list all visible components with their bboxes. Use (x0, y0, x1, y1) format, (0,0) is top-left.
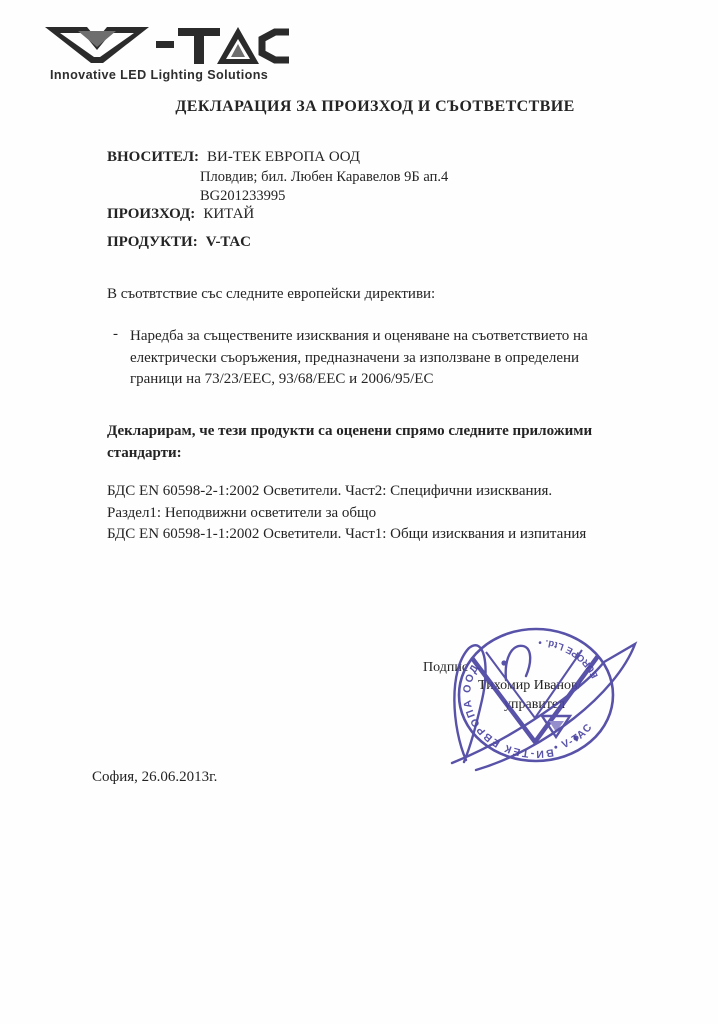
importer-line (107, 149, 360, 166)
standard-item: БДС EN 60598-1-1:2002 Осветители. Част1: Общи изисквания и изпитания (107, 526, 587, 542)
standard-item: БДС EN 60598-2-1:2002 Осветители. Част2: Специфични изисквания. Раздел1: Неподвижни осветители за общо (107, 483, 553, 521)
logo-tagline: Innovative LED Lighting Solutions (50, 68, 269, 82)
importer-name: ВИ-ТЕК ЕВРОПА ООД (207, 149, 361, 165)
origin-value: КИТАЙ (203, 206, 255, 222)
importer-label: ВНОСИТЕЛ: (107, 149, 200, 165)
origin-label: ПРОИЗХОД: (107, 206, 196, 222)
products-value: V-TAC (205, 234, 251, 250)
origin-line (107, 206, 254, 223)
stamp-brand-arc: • V-TAC (552, 720, 596, 754)
stamp-vtac-mark (472, 650, 598, 742)
vtac-logo-icon (45, 26, 291, 66)
place-date: София, 26.06.2013г. (92, 769, 218, 785)
bullet-marker: - (113, 326, 118, 342)
products-line (107, 234, 251, 251)
signatory-role: управител (504, 697, 566, 712)
stamp-company-arc: ВИ-ТЕК ЕВРОПА ООД (461, 661, 555, 760)
company-stamp (424, 610, 659, 782)
page-title: ДЕКЛАРАЦИЯ ЗА ПРОИЗХОД И СЪОТВЕТСТВИЕ (175, 98, 575, 115)
importer-address: Пловдив; бил. Любен Каравелов 9Б ап.4 (200, 169, 449, 185)
signature-label: Подпис (423, 660, 469, 675)
directive-item: Наредба за съществените изисквания и оценяване на съответствието на електрически съоръжения, предназначени за използване в определени граници на 73/23/EEC, 93/68/EEC и 2006/95/EC (130, 328, 588, 387)
directives-intro: В съотвтствие със следните европейски директиви: (107, 286, 436, 302)
svg-text:EUROPE Ltd. • (537, 636, 600, 679)
declaration-statement: Декларирам, че тези продукти са оценени спрямо следните приложими стандарти: (107, 423, 593, 461)
signatory-name: Тихомир Иванов/ (478, 678, 582, 693)
standards-list (107, 481, 609, 546)
stamp-europe-arc: EUROPE Ltd. • (537, 636, 601, 680)
importer-company-id: BG201233995 (200, 188, 286, 204)
products-label: ПРОДУКТИ: (107, 234, 198, 250)
